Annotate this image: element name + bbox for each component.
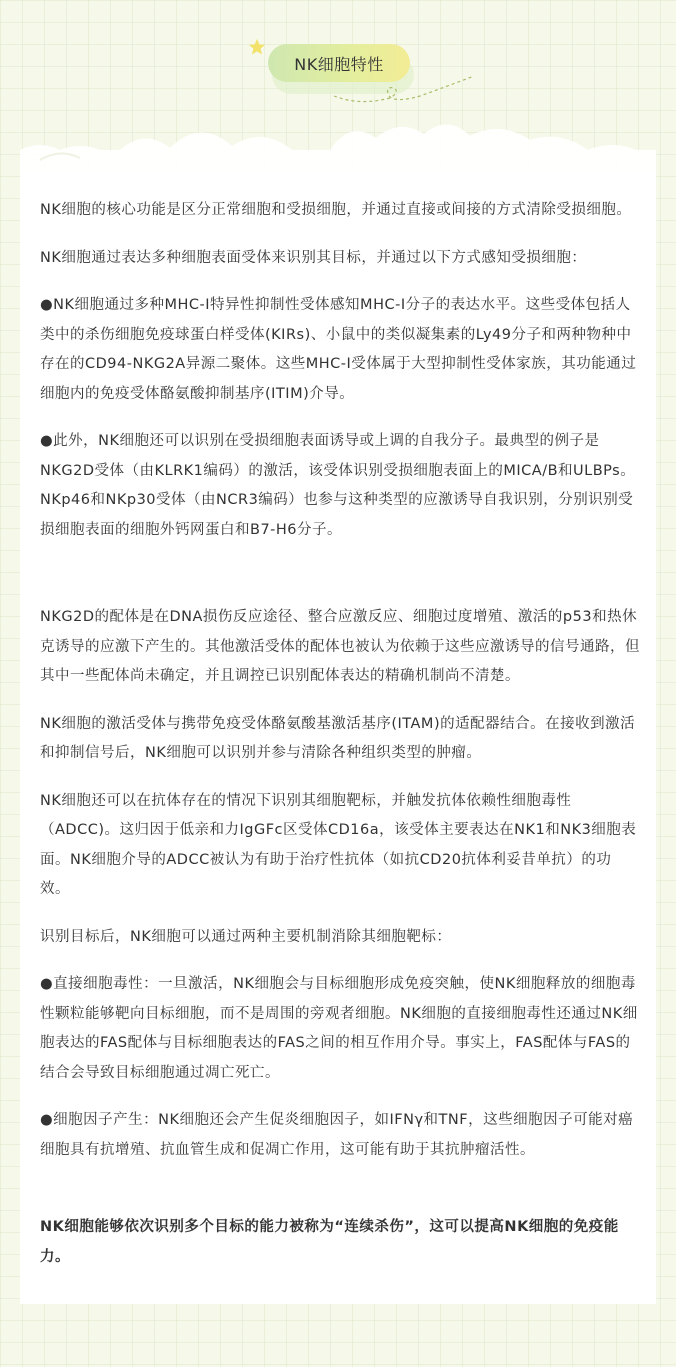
star-icon [248, 38, 266, 56]
paragraph-nkg2d-ligands: NKG2D的配体是在DNA损伤反应途径、整合应激反应、细胞过度增殖、激活的p53和热休克诱导的应激下产生的。其他激活受体的配体也被认为依赖于这些应激诱导的信号通路，但其中一些配体尚未确定，并且调控已识别配体表达的精确机制尚不清楚。 [40, 609, 640, 684]
header-banner [0, 0, 676, 190]
paragraph-itam: NK细胞的激活受体与携带免疫受体酪氨酸基激活基序(ITAM)的适配器结合。在接收到激活和抑制信号后，NK细胞可以识别并参与清除各种组织类型的肿瘤。 [40, 715, 636, 761]
bullet-self-molecules: ●此外，NK细胞还可以识别在受损细胞表面诱导或上调的自我分子。最典型的例子是NKG2D受体（由KLRK1编码）的激活，该受体识别受损细胞表面上的MICA/B和ULBPs。NKp46和NKp30受体（由NCR3编码）也参与这种类型的应激诱导自我识别，分别识别受损细胞表面的细胞外钙网蛋白和B7-H6分子。 [40, 433, 636, 538]
page-title: NK细胞特性 [268, 44, 410, 82]
dashed-swirl-icon [330, 70, 480, 110]
paragraph-serial-killing: NK细胞能够依次识别多个目标的能力被称为“连续杀伤”，这可以提高NK细胞的免疫能力。 [40, 1219, 619, 1265]
paragraph-intro: NK细胞的核心功能是区分正常细胞和受损细胞，并通过直接或间接的方式清除受损细胞。 [40, 202, 632, 218]
bullet-cytotoxicity: ●直接细胞毒性：一旦激活，NK细胞会与目标细胞形成免疫突触，使NK细胞释放的细胞毒性颗粒能够靶向目标细胞，而不是周围的旁观者细胞。NK细胞的直接细胞毒性还通过NK细胞表达的FAS配体与目标细胞表达的FAS之间的相互作用介导。事实上，FAS配体与FAS的结合会导致目标细胞通过凋亡死亡。 [40, 976, 638, 1081]
bullet-cytokines: ●细胞因子产生：NK细胞还会产生促炎细胞因子，如IFNγ和TNF，这些细胞因子可能对癌细胞具有抗增殖、抗血管生成和促凋亡作用，这可能有助于其抗肿瘤活性。 [40, 1112, 634, 1158]
bullet-mhc-i: ●NK细胞通过多种MHC-I特异性抑制性受体感知MHC-I分子的表达水平。这些受体包括人类中的杀伤细胞免疫球蛋白样受体(KIRs)、小鼠中的类似凝集素的Ly49分子和两种物种中存在的CD94-NKG2A异源二聚体。这些MHC-I受体属于大型抑制性受体家族，其功能通过细胞内的免疫受体酪氨酸抑制基序(ITIM)介导。 [40, 297, 637, 402]
paragraph-adcc: NK细胞还可以在抗体存在的情况下识别其细胞靶标，并触发抗体依赖性细胞毒性（ADCC)。这归因于低亲和力IgGFc区受体CD16a，该受体主要表达在NK1和NK3细胞表面。NK细胞介导的ADCC被认为有助于治疗性抗体（如抗CD20抗体利妥昔单抗）的功效。 [40, 792, 637, 897]
paragraph-receptors: NK细胞通过表达多种细胞表面受体来识别其目标，并通过以下方式感知受损细胞： [40, 249, 587, 266]
article-body [40, 196, 640, 1290]
paragraph-mechanisms: 识别目标后，NK细胞可以通过两种主要机制消除其细胞靶标： [40, 928, 452, 945]
